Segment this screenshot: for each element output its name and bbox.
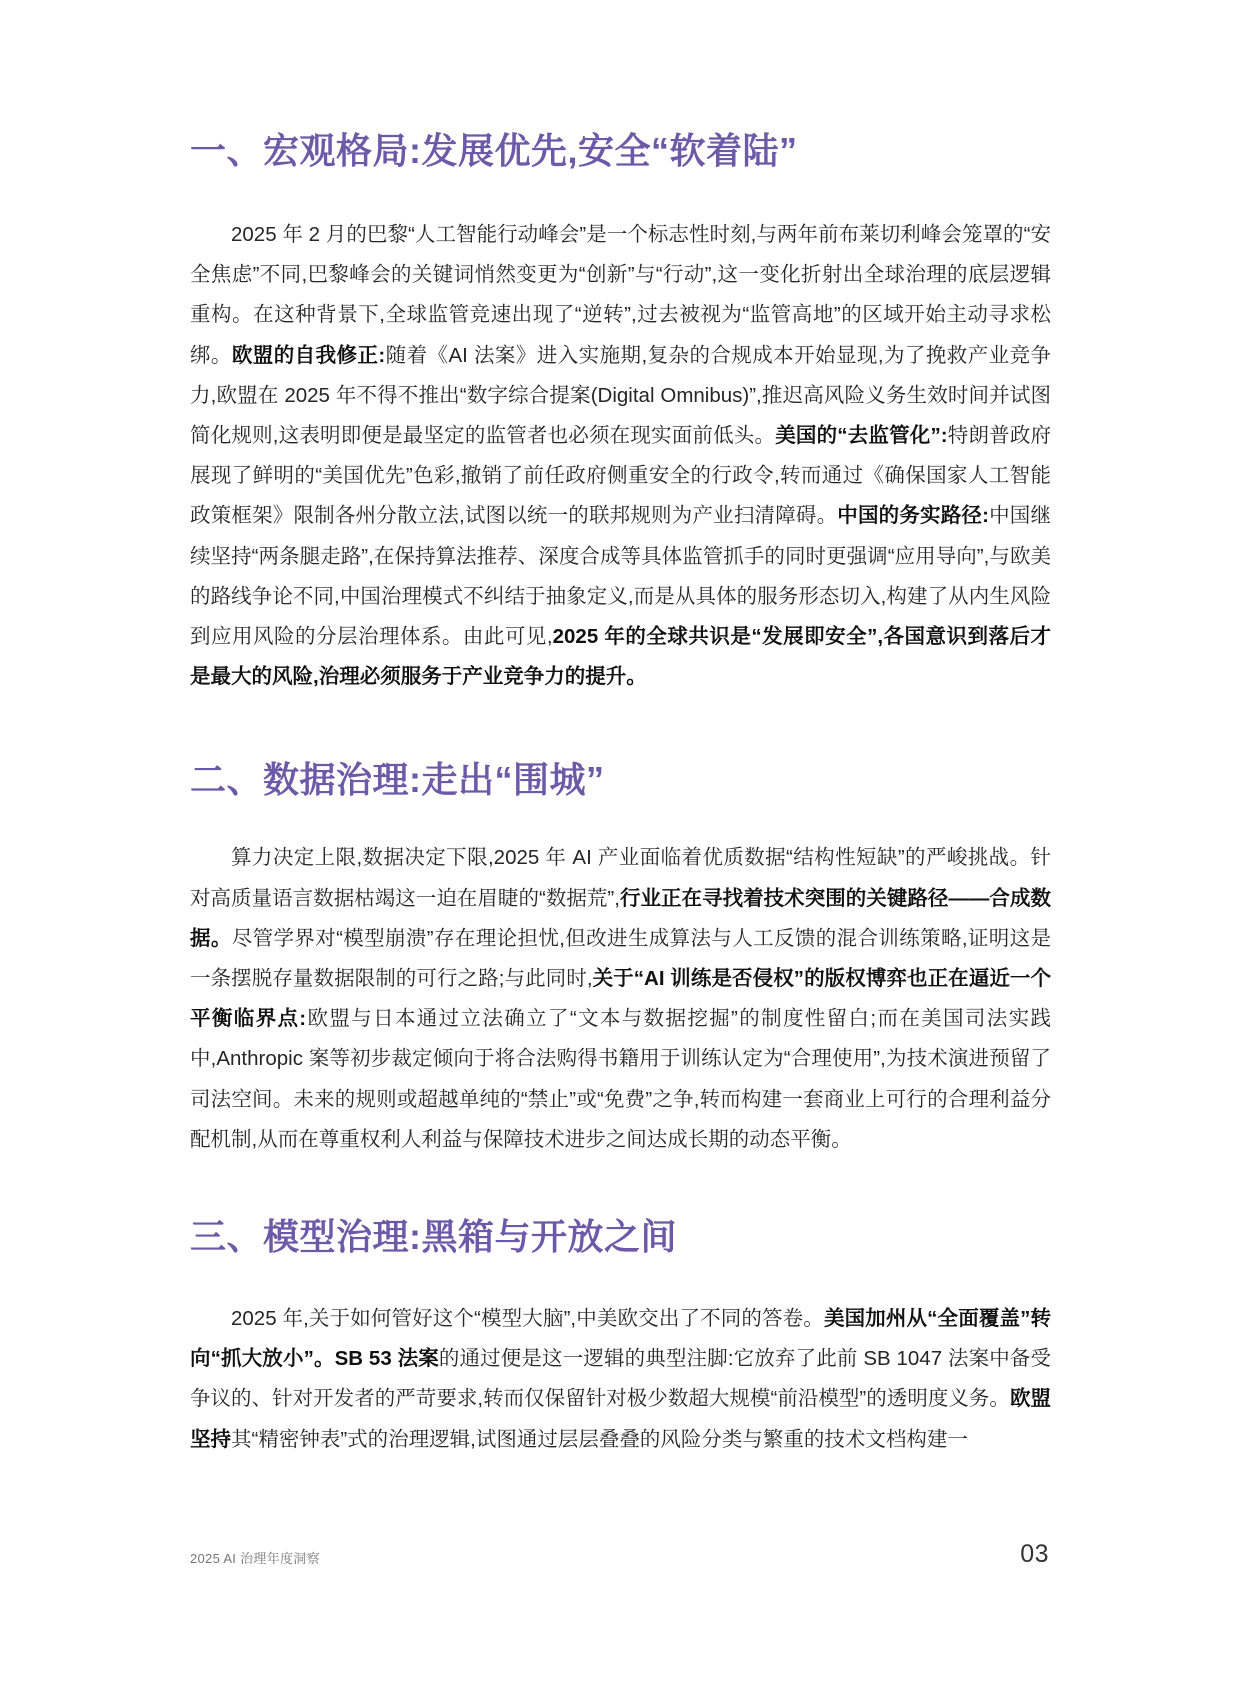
text-run: 随着《AI 法案》进入实施期,复杂的合规成本开始显现,为了挽救产业竞争力,欧盟在 2025 年不得不推出“数字综合提案(Digital Omnibus)”,推迟高风险义务生效时间并试图简化规则,这表明即便是最坚定的监管者也必须在现实面前低头。	[190, 343, 1052, 448]
text-run: 2025 年,关于如何管好这个“模型大脑”,中美欧交出了不同的答卷。	[231, 1307, 824, 1331]
bold-text-run: 行业正在寻找着技术突围的关键路径——合成数据。	[190, 886, 1051, 950]
footer-page-number: 03	[1020, 1540, 1049, 1568]
page-content	[190, 0, 1051, 1460]
footer-report-title: 2025 AI 治理年度洞察	[190, 1551, 320, 1566]
section-heading-3: 三、模型治理:黑箱与开放之间	[190, 1216, 677, 1258]
text-run: 欧盟与日本通过立法确立了“文本与数据挖掘”的制度性留白;而在美国司法实践中,Anthropic 案等初步裁定倾向于将合法购得书籍用于训练认定为“合理使用”,为技术演进预留了司法空间。未来的规则或超越单纯的“禁止”或“免费”之争,转而构建一套商业上可行的合理利益分配机制,从而在尊重权利人利益与保障技术进步之间达成长期的动态平衡。	[190, 1007, 1051, 1151]
text-run: 算力决定上限,数据决定下限,2025 年 AI 产业面临着优质数据“结构性短缺”的严峻挑战。针对高质量语言数据枯竭这一迫在眉睫的“数据荒”,	[190, 846, 1051, 910]
section-heading-1: 一、宏观格局:发展优先,安全“软着陆”	[190, 130, 798, 171]
bold-text-run: 美国的“去监管化”:	[775, 424, 948, 448]
section-paragraph-3	[190, 1299, 1051, 1460]
section-paragraph-1	[190, 215, 1051, 697]
bold-text-run: 2025 年的全球共识是“发展即安全”,各国意识到落后才是最大的风险,治理必须服务于产业竞争力的提升。	[190, 625, 1051, 689]
text-run: 尽管学界对“模型崩溃”存在理论担忧,但改进生成算法与人工反馈的混合训练策略,证明这是一条摆脱存量数据限制的可行之路;与此同时,	[190, 926, 1052, 991]
section-heading-2: 二、数据治理:走出“围城”	[190, 759, 605, 801]
section-model-governance	[190, 1214, 1051, 1460]
text-run: 的通过便是这一逻辑的典型注脚:它放弃了此前 SB 1047 法案中备受争议的、针对开发者的严苛要求,转而仅保留针对极少数超大规模“前沿模型”的透明度义务。	[190, 1347, 1052, 1411]
bold-text-run: 美国加州从“全面覆盖”转向“抓大放小”。SB 53 法案	[190, 1307, 1052, 1371]
bold-text-run: 欧盟的自我修正:	[231, 343, 386, 367]
bold-text-run: 关于“AI 训练是否侵权”的版权博弈也正在逼近一个平衡临界点:	[190, 967, 1051, 1031]
bold-text-run: 中国的务实路径:	[837, 504, 989, 528]
text-run: 2025 年 2 月的巴黎“人工智能行动峰会”是一个标志性时刻,与两年前布莱切利峰会笼罩的“安全焦虑”不同,巴黎峰会的关键词悄然变更为“创新”与“行动”,这一变化折射出全球治理的底层逻辑重构。在这种背景下,全球监管竞速出现了“逆转”,过去被视为“监管高地”的区域开始主动寻求松绑。	[190, 223, 1051, 367]
text-run: 特朗普政府展现了鲜明的“美国优先”色彩,撤销了前任政府侧重安全的行政令,转而通过《确保国家人工智能政策框架》限制各州分散立法,试图以统一的联邦规则为产业扫清障碍。	[190, 424, 1052, 528]
text-run: 其“精密钟表”式的治理逻辑,试图通过层层叠叠的风险分类与繁重的技术文档构建一	[231, 1427, 968, 1451]
bold-text-run: 欧盟坚持	[190, 1387, 1051, 1451]
text-run: 中国继续坚持“两条腿走路”,在保持算法推荐、深度合成等具体监管抓手的同时更强调“应用导向”,与欧美的路线争论不同,中国治理模式不纠结于抽象定义,而是从具体的服务形态切入,构建了从内生风险到应用风险的分层治理体系。由此可见,	[190, 504, 1051, 649]
section-paragraph-2	[190, 838, 1051, 1160]
section-data-governance	[190, 757, 1051, 1160]
section-macro-landscape	[190, 128, 1051, 697]
